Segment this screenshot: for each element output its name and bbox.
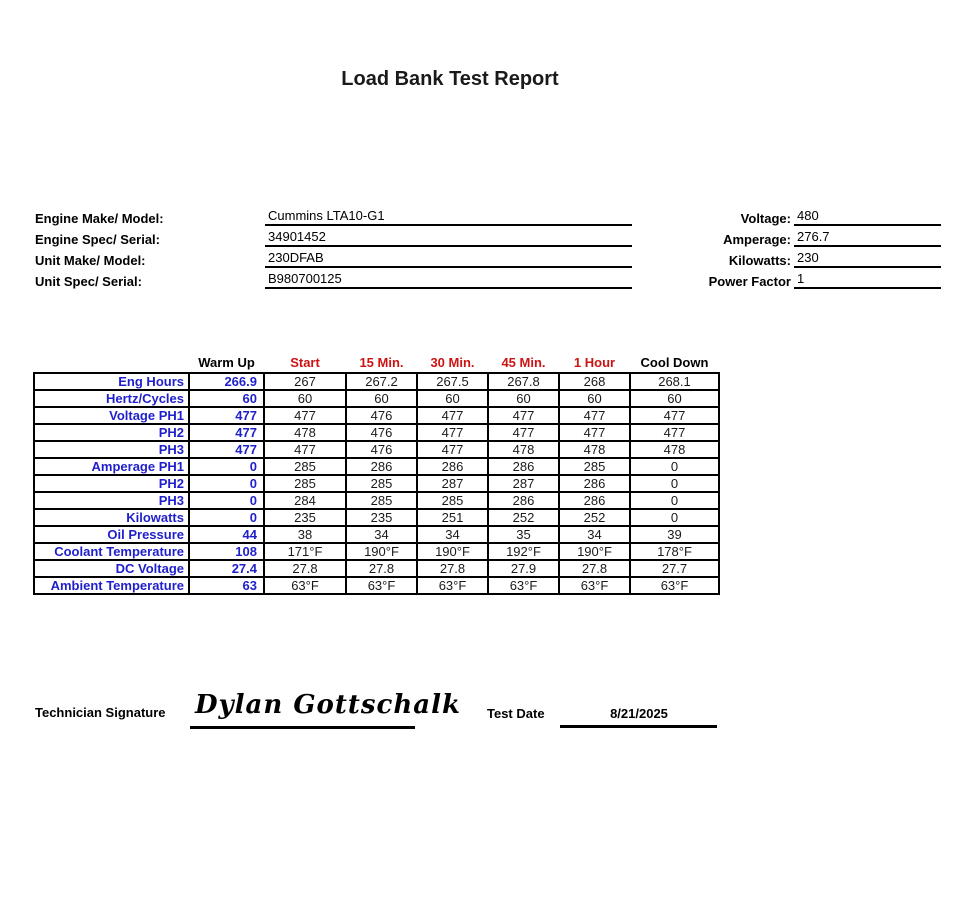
data-cell: 35 <box>488 526 559 543</box>
data-cell: 267.5 <box>417 373 488 390</box>
row-label: Amperage PH1 <box>34 458 189 475</box>
data-cell: 252 <box>488 509 559 526</box>
data-cell: 60 <box>630 390 719 407</box>
report-title: Load Bank Test Report <box>341 68 559 90</box>
info-row <box>35 205 635 226</box>
data-cell: 477 <box>189 424 264 441</box>
data-cell: 268.1 <box>630 373 719 390</box>
row-label: PH2 <box>34 475 189 492</box>
column-header: Cool Down <box>640 355 709 370</box>
table-row <box>34 458 719 475</box>
data-cell: 60 <box>488 390 559 407</box>
power-factor-value: 1 <box>794 271 941 289</box>
data-cell: 285 <box>417 492 488 509</box>
row-label: Voltage PH1 <box>34 407 189 424</box>
data-cell: 252 <box>559 509 630 526</box>
data-cell: 286 <box>488 492 559 509</box>
data-cell: 0 <box>189 509 264 526</box>
info-row <box>655 226 945 247</box>
data-cell: 477 <box>189 441 264 458</box>
voltage-label: Voltage: <box>740 211 791 226</box>
data-cell: 286 <box>559 492 630 509</box>
data-cell: 285 <box>264 475 346 492</box>
data-cell: 60 <box>417 390 488 407</box>
unit-spec-serial-value: B980700125 <box>265 271 632 289</box>
data-cell: 285 <box>264 458 346 475</box>
data-cell: 0 <box>189 458 264 475</box>
data-cell: 0 <box>630 475 719 492</box>
data-cell: 478 <box>488 441 559 458</box>
table-row <box>34 560 719 577</box>
column-header: 30 Min. <box>430 355 475 370</box>
data-cell: 476 <box>346 407 417 424</box>
data-cell: 251 <box>417 509 488 526</box>
column-header: 15 Min. <box>359 355 404 370</box>
data-cell: 235 <box>264 509 346 526</box>
data-cell: 44 <box>189 526 264 543</box>
amperage-value: 276.7 <box>794 229 941 247</box>
data-cell: 285 <box>559 458 630 475</box>
engine-make-model-value: Cummins LTA10-G1 <box>265 208 632 226</box>
data-cell: 0 <box>189 492 264 509</box>
table-row <box>34 373 719 390</box>
data-cell: 27.4 <box>189 560 264 577</box>
data-cell: 476 <box>346 441 417 458</box>
data-cell: 60 <box>189 390 264 407</box>
data-cell: 192°F <box>488 543 559 560</box>
data-cell: 0 <box>630 492 719 509</box>
data-cell: 190°F <box>346 543 417 560</box>
data-cell: 477 <box>264 441 346 458</box>
data-cell: 27.8 <box>346 560 417 577</box>
data-cell: 60 <box>559 390 630 407</box>
info-row <box>655 268 945 289</box>
data-cell: 190°F <box>417 543 488 560</box>
results-table-body <box>34 373 719 594</box>
row-label: PH3 <box>34 492 189 509</box>
data-cell: 477 <box>630 424 719 441</box>
data-cell: 63°F <box>630 577 719 594</box>
data-cell: 477 <box>417 441 488 458</box>
table-row <box>34 390 719 407</box>
data-cell: 285 <box>346 475 417 492</box>
kilowatts-value: 230 <box>794 250 941 268</box>
engine-make-model-label: Engine Make/ Model: <box>35 211 164 226</box>
data-cell: 284 <box>264 492 346 509</box>
data-cell: 477 <box>630 407 719 424</box>
data-cell: 171°F <box>264 543 346 560</box>
data-cell: 63°F <box>346 577 417 594</box>
test-date-label: Test Date <box>487 706 545 721</box>
data-cell: 190°F <box>559 543 630 560</box>
signature-line <box>190 726 415 729</box>
data-cell: 477 <box>488 424 559 441</box>
data-cell: 286 <box>417 458 488 475</box>
data-cell: 27.8 <box>559 560 630 577</box>
data-cell: 477 <box>559 424 630 441</box>
table-row <box>34 441 719 458</box>
table-row <box>34 543 719 560</box>
data-cell: 34 <box>559 526 630 543</box>
row-label: PH2 <box>34 424 189 441</box>
data-cell: 285 <box>346 492 417 509</box>
row-label: Oil Pressure <box>34 526 189 543</box>
data-cell: 477 <box>417 407 488 424</box>
data-cell: 63°F <box>264 577 346 594</box>
data-cell: 34 <box>346 526 417 543</box>
data-cell: 266.9 <box>189 373 264 390</box>
info-row <box>35 247 635 268</box>
data-cell: 235 <box>346 509 417 526</box>
data-cell: 38 <box>264 526 346 543</box>
engine-info-section <box>35 205 635 289</box>
data-cell: 27.8 <box>264 560 346 577</box>
data-cell: 287 <box>417 475 488 492</box>
data-cell: 178°F <box>630 543 719 560</box>
info-row <box>655 247 945 268</box>
data-cell: 27.7 <box>630 560 719 577</box>
data-cell: 477 <box>559 407 630 424</box>
data-cell: 476 <box>346 424 417 441</box>
test-date-line <box>560 725 717 728</box>
data-cell: 108 <box>189 543 264 560</box>
engine-spec-serial-label: Engine Spec/ Serial: <box>35 232 160 247</box>
table-row <box>34 407 719 424</box>
data-cell: 478 <box>559 441 630 458</box>
engine-spec-serial-value: 34901452 <box>265 229 632 247</box>
data-cell: 27.9 <box>488 560 559 577</box>
voltage-value: 480 <box>794 208 941 226</box>
row-label: PH3 <box>34 441 189 458</box>
column-header: Warm Up <box>198 355 255 370</box>
table-row <box>34 526 719 543</box>
column-header: 45 Min. <box>501 355 546 370</box>
data-cell: 27.8 <box>417 560 488 577</box>
amperage-label: Amperage: <box>723 232 791 247</box>
data-cell: 477 <box>189 407 264 424</box>
table-row <box>34 509 719 526</box>
electrical-info-section <box>655 205 945 289</box>
column-header: Start <box>290 355 320 370</box>
table-row <box>34 577 719 594</box>
data-cell: 477 <box>417 424 488 441</box>
unit-make-model-label: Unit Make/ Model: <box>35 253 146 268</box>
info-row <box>655 205 945 226</box>
info-row <box>35 226 635 247</box>
data-cell: 286 <box>488 458 559 475</box>
data-cell: 267.2 <box>346 373 417 390</box>
row-label: Eng Hours <box>34 373 189 390</box>
technician-signature-label: Technician Signature <box>35 705 166 720</box>
technician-signature: Dylan Gottschalk <box>195 690 462 720</box>
data-cell: 286 <box>346 458 417 475</box>
column-header <box>34 355 189 373</box>
data-cell: 39 <box>630 526 719 543</box>
kilowatts-label: Kilowatts: <box>728 253 791 268</box>
header-row <box>34 355 719 373</box>
data-cell: 0 <box>630 509 719 526</box>
data-cell: 0 <box>189 475 264 492</box>
data-cell: 63°F <box>559 577 630 594</box>
unit-spec-serial-label: Unit Spec/ Serial: <box>35 274 142 289</box>
test-date-value: 8/21/2025 <box>610 706 668 721</box>
data-cell: 63°F <box>417 577 488 594</box>
data-cell: 478 <box>264 424 346 441</box>
data-cell: 34 <box>417 526 488 543</box>
info-row <box>35 268 635 289</box>
data-cell: 478 <box>630 441 719 458</box>
data-cell: 267.8 <box>488 373 559 390</box>
row-label: Kilowatts <box>34 509 189 526</box>
table-row <box>34 424 719 441</box>
data-cell: 60 <box>264 390 346 407</box>
row-label: Hertz/Cycles <box>34 390 189 407</box>
data-cell: 63°F <box>488 577 559 594</box>
data-cell: 0 <box>630 458 719 475</box>
power-factor-label: Power Factor <box>708 274 791 289</box>
table-row <box>34 475 719 492</box>
row-label: Coolant Temperature <box>34 543 189 560</box>
column-header: 1 Hour <box>573 355 616 370</box>
row-label: Ambient Temperature <box>34 577 189 594</box>
data-cell: 267 <box>264 373 346 390</box>
unit-make-model-value: 230DFAB <box>265 250 632 268</box>
data-cell: 63 <box>189 577 264 594</box>
results-table-header <box>34 355 719 373</box>
row-label: DC Voltage <box>34 560 189 577</box>
data-cell: 287 <box>488 475 559 492</box>
data-cell: 477 <box>264 407 346 424</box>
data-cell: 60 <box>346 390 417 407</box>
data-cell: 286 <box>559 475 630 492</box>
results-table <box>33 355 720 595</box>
data-cell: 477 <box>488 407 559 424</box>
data-cell: 268 <box>559 373 630 390</box>
table-row <box>34 492 719 509</box>
